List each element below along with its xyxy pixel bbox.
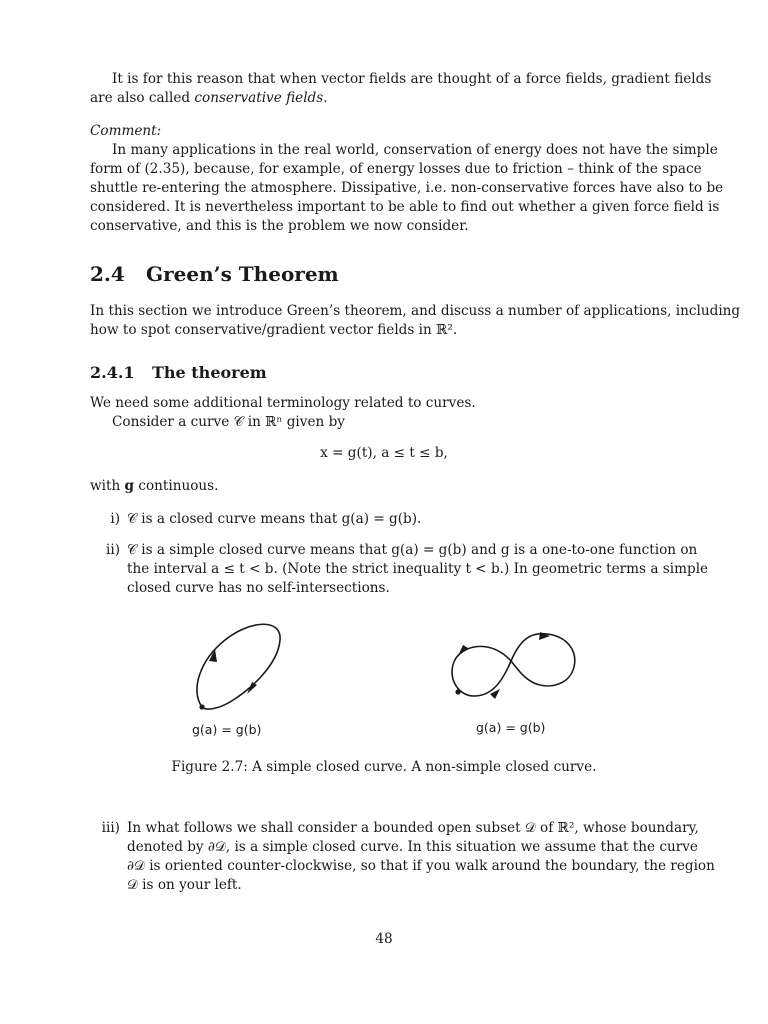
text-fragment: continuous. xyxy=(134,478,219,494)
text-line: form of (2.35), because, for example, of energy losses due to friction – think of the space xyxy=(90,161,702,177)
terminology-paragraph xyxy=(90,394,678,432)
list-label: ii) xyxy=(106,542,120,558)
paragraph-conservative-fields xyxy=(90,70,712,108)
text-line: closed curve has no self-intersections. xyxy=(127,580,390,596)
list-label: iii) xyxy=(101,820,120,836)
start-point xyxy=(199,704,204,709)
text-line: In many applications in the real world, conservation of energy does not have the simple xyxy=(112,142,718,158)
text-line: Consider a curve 𝒞 in ℝⁿ given by xyxy=(112,414,345,430)
text-line: 𝒞 is a simple closed curve means that g(a) = g(b) and g is a one-to-one function on xyxy=(127,542,698,558)
text-line: denoted by ∂𝒟, is a simple closed curve. In this situation we assume that the curve xyxy=(127,839,698,855)
figure-label-right: g(a) = g(b) xyxy=(476,720,546,735)
emphasis-term: conservative fields xyxy=(194,90,324,106)
text-line: how to spot conservative/gradient vector fields in ℝ². xyxy=(90,322,458,338)
text-line: the interval a ≤ t < b. (Note the strict inequality t < b.) In geometric terms a simple xyxy=(127,561,709,577)
text-line: shuttle re-entering the atmosphere. Dissipative, i.e. non-conservative forces have also to be xyxy=(90,180,724,196)
text-line: In what follows we shall consider a bounded open subset 𝒟 of ℝ², whose boundary, xyxy=(127,820,699,836)
comment-heading: Comment: xyxy=(90,123,162,139)
simple-closed-curve xyxy=(197,624,280,709)
text-line: conservative, and this is the problem we now consider. xyxy=(90,218,469,234)
text-line: ∂𝒟 is oriented counter-clockwise, so that if you walk around the boundary, the region xyxy=(127,858,715,874)
bold-symbol: g xyxy=(124,478,135,494)
text-fragment: with xyxy=(90,478,125,494)
comment-block xyxy=(90,122,724,236)
start-point xyxy=(455,689,460,694)
text-line: It is for this reason that when vector fields are thought of a force fields, gradient fields xyxy=(112,71,712,87)
text-line: We need some additional terminology related to curves. xyxy=(90,395,476,411)
continuity-line xyxy=(90,477,678,496)
section-intro xyxy=(90,302,741,340)
display-equation: x = g(t), a ≤ t ≤ b, xyxy=(320,445,448,461)
figure-label-left: g(a) = g(b) xyxy=(192,722,262,737)
figure-caption: Figure 2.7: A simple closed curve. A non-simple closed curve. xyxy=(171,759,597,775)
page-number: 48 xyxy=(375,931,393,947)
subsection-number: 2.4.1 xyxy=(90,363,135,382)
text-line: are also called xyxy=(90,90,195,106)
list-label: i) xyxy=(110,511,120,527)
section-number: 2.4 xyxy=(90,262,125,286)
subsection-heading xyxy=(90,362,267,384)
figure-curves xyxy=(0,610,768,720)
figure-eight-curve xyxy=(452,632,575,699)
section-heading xyxy=(90,262,339,286)
text-line: 𝒟 is on your left. xyxy=(127,877,242,893)
arrow-head-icon xyxy=(458,645,468,656)
list-text: 𝒞 is a closed curve means that g(a) = g(b). xyxy=(127,511,422,527)
section-title: Green’s Theorem xyxy=(146,262,339,286)
text-line: considered. It is nevertheless important to be able to find out whether a given force field is xyxy=(90,199,720,215)
text-punct: . xyxy=(323,90,328,106)
text-line: In this section we introduce Green’s theorem, and discuss a number of applications, including xyxy=(90,303,741,319)
subsection-title: The theorem xyxy=(152,363,267,382)
